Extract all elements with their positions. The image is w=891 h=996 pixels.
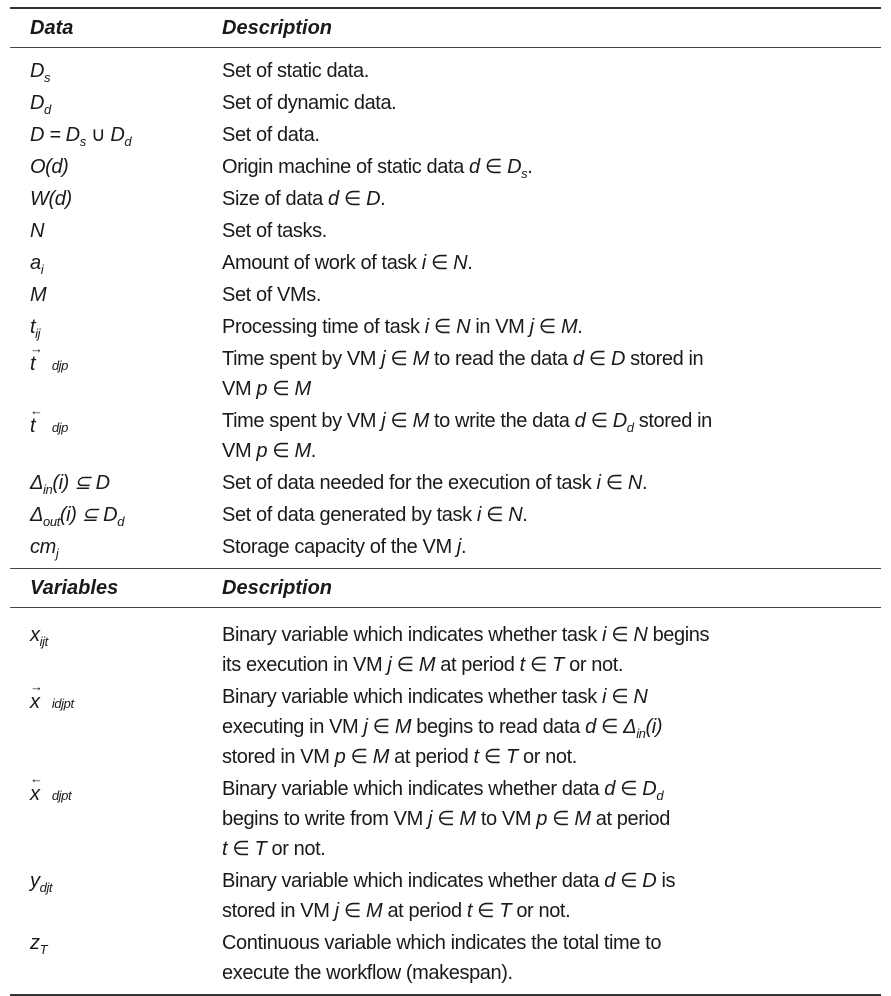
symbol-cell xyxy=(10,312,222,342)
text-segment: d xyxy=(604,778,615,800)
table-row xyxy=(10,88,881,120)
text-segment: M xyxy=(459,808,476,830)
text-segment: Set of VMs. xyxy=(222,284,321,306)
text-segment: M xyxy=(30,284,47,306)
text-segment: t xyxy=(222,838,228,860)
text-segment: M xyxy=(412,410,429,432)
text-segment: ∈ xyxy=(585,410,613,432)
left-arrow-icon: ← xyxy=(30,403,43,418)
text-segment: Set of static data. xyxy=(222,60,369,82)
text-segment: ∈ xyxy=(533,316,561,338)
description-cell xyxy=(222,406,881,466)
text-segment: Size of data xyxy=(222,188,328,210)
description-line xyxy=(222,532,881,562)
subscript: djp xyxy=(48,358,68,373)
text-segment: T xyxy=(552,654,564,676)
text-segment: Storage capacity of the VM xyxy=(222,536,457,558)
text-segment: M xyxy=(294,378,311,400)
text-segment: N xyxy=(30,220,45,242)
text-segment: j xyxy=(428,808,433,830)
text-segment: N xyxy=(456,316,471,338)
text-segment: (i) ⊆ D xyxy=(59,504,118,526)
text-segment: . xyxy=(460,536,467,558)
text-segment: M xyxy=(412,348,429,370)
text-segment: i xyxy=(601,686,607,708)
description-line xyxy=(222,650,881,680)
description-line xyxy=(222,344,881,374)
description-cell xyxy=(222,88,881,118)
text-segment: D xyxy=(507,156,522,178)
text-segment: Origin machine of static data xyxy=(222,156,470,178)
symbol-cell xyxy=(10,500,222,530)
text-segment: i xyxy=(596,472,601,494)
vector-symbol xyxy=(30,679,49,713)
vector-symbol xyxy=(30,403,49,437)
text-segment: ∈ xyxy=(472,900,500,922)
text-segment: i xyxy=(601,624,607,646)
text-segment: Time spent by VM xyxy=(222,410,382,432)
text-segment: D xyxy=(366,188,381,210)
text-segment: Time spent by VM xyxy=(222,348,382,370)
description-cell xyxy=(222,682,881,772)
text-segment: j xyxy=(363,716,368,738)
text-segment: in VM xyxy=(470,316,530,338)
data-header-row xyxy=(10,9,881,47)
text-segment: (i) xyxy=(645,716,663,738)
text-segment: VM xyxy=(222,440,257,462)
text-segment: Binary variable which indicates whether data xyxy=(222,870,605,892)
text-segment: D xyxy=(642,778,657,800)
text-segment: executing in VM xyxy=(222,716,364,738)
text-segment: ∈ xyxy=(480,504,509,526)
symbol-text: t xyxy=(30,353,36,375)
description-line xyxy=(222,834,881,864)
text-segment: p xyxy=(256,378,268,400)
text-segment: Set of dynamic data. xyxy=(222,92,397,114)
text-segment: ∈ xyxy=(345,746,373,768)
text-segment: at period xyxy=(435,654,520,676)
text-segment: begins to read data xyxy=(411,716,586,738)
text-segment: D xyxy=(642,870,657,892)
table-row xyxy=(10,248,881,280)
symbol-cell xyxy=(10,771,222,864)
text-segment: p xyxy=(334,746,346,768)
description-cell xyxy=(222,532,881,562)
symbol-cell xyxy=(10,280,222,310)
text-segment: D xyxy=(110,124,125,146)
text-segment: Continuous variable which indicates the total time to xyxy=(222,932,662,954)
description-cell xyxy=(222,468,881,498)
text-segment: or not. xyxy=(563,654,624,676)
subscript: s xyxy=(521,166,528,181)
text-segment: M xyxy=(574,808,591,830)
text-segment: ∈ xyxy=(606,686,634,708)
text-segment: at period xyxy=(382,900,467,922)
description-line xyxy=(222,406,881,436)
text-segment: D = D xyxy=(30,124,80,146)
text-segment: to VM xyxy=(475,808,537,830)
description-line xyxy=(222,374,881,404)
text-segment: ∈ xyxy=(606,624,634,646)
description-cell xyxy=(222,152,881,182)
table-row xyxy=(10,620,881,682)
subscript: djt xyxy=(39,880,53,895)
symbol-text: x xyxy=(30,783,40,805)
description-line xyxy=(222,88,881,118)
symbol-cell xyxy=(10,216,222,246)
subscript: ijt xyxy=(39,634,48,649)
text-segment: Δ xyxy=(30,504,44,526)
text-segment: . xyxy=(310,440,316,462)
symbol-cell xyxy=(10,403,222,466)
text-segment: T xyxy=(499,900,512,922)
symbol-cell xyxy=(10,866,222,926)
subscript: djpt xyxy=(48,788,72,803)
description-cell xyxy=(222,216,881,246)
text-segment: ∈ xyxy=(385,348,413,370)
text-segment: ∈ xyxy=(267,378,295,400)
text-segment: its execution in VM xyxy=(222,654,388,676)
symbol-cell xyxy=(10,184,222,214)
text-segment: is xyxy=(656,870,676,892)
description-cell xyxy=(222,184,881,214)
left-arrow-icon: ← xyxy=(30,771,43,786)
subscript: idjpt xyxy=(48,696,74,711)
description-line xyxy=(222,120,881,150)
text-segment: ∈ xyxy=(428,316,457,338)
description-cell xyxy=(222,248,881,278)
text-segment: p xyxy=(536,808,547,830)
text-segment: to read the data xyxy=(428,348,573,370)
right-arrow-icon: → xyxy=(30,679,43,694)
text-segment: ∈ xyxy=(267,440,295,462)
text-segment: (i) ⊆ D xyxy=(52,472,110,494)
text-segment: . xyxy=(527,156,533,178)
vector-symbol xyxy=(30,341,49,375)
text-segment: Set of data needed for the execution of task xyxy=(222,472,597,494)
description-line xyxy=(222,712,881,742)
table-row xyxy=(10,120,881,152)
text-segment: stored in xyxy=(625,348,704,370)
description-line xyxy=(222,312,881,342)
description-line xyxy=(222,928,881,958)
subscript: d xyxy=(626,420,634,435)
text-segment: begins xyxy=(647,624,710,646)
text-segment: ∈ xyxy=(338,188,367,210)
text-segment: execute the workflow (makespan). xyxy=(222,962,513,984)
text-segment: t xyxy=(519,654,525,676)
description-line xyxy=(222,56,881,86)
text-segment: D xyxy=(30,60,45,82)
symbol-cell xyxy=(10,88,222,118)
text-segment: j xyxy=(529,316,534,338)
text-segment: N xyxy=(508,504,523,526)
text-segment: N xyxy=(633,686,648,708)
description-line xyxy=(222,866,881,896)
text-segment: i xyxy=(424,316,429,338)
description-line xyxy=(222,896,881,926)
subscript: djp xyxy=(48,420,68,435)
subscript: j xyxy=(55,546,59,561)
text-segment: d xyxy=(585,716,596,738)
table-row xyxy=(10,403,881,468)
subscript: in xyxy=(43,482,53,497)
description-line xyxy=(222,436,881,466)
variables-header-row xyxy=(10,569,881,607)
text-segment: d xyxy=(572,348,584,370)
text-segment: or not. xyxy=(511,900,571,922)
text-segment: W(d) xyxy=(30,188,72,210)
text-segment: T xyxy=(506,746,518,768)
text-segment: t xyxy=(466,900,472,922)
description-line xyxy=(222,958,881,988)
text-segment: Amount of work of task xyxy=(222,252,422,274)
vector-symbol xyxy=(30,771,49,805)
text-segment: ∈ xyxy=(425,252,454,274)
table-row xyxy=(10,56,881,88)
text-segment: ∈ xyxy=(385,410,413,432)
text-segment: ∈ xyxy=(583,348,611,370)
text-segment: O(d) xyxy=(30,156,69,178)
subscript: out xyxy=(43,514,60,529)
subscript: in xyxy=(636,726,646,741)
symbol-cell xyxy=(10,679,222,772)
table-row xyxy=(10,771,881,866)
text-segment: D xyxy=(610,348,625,370)
subscript: i xyxy=(40,262,44,277)
table-row xyxy=(10,341,881,406)
text-segment: j xyxy=(381,348,386,370)
symbol-cell xyxy=(10,341,222,404)
table-row xyxy=(10,184,881,216)
text-segment: ∈ xyxy=(367,716,395,738)
text-segment: d xyxy=(469,156,480,178)
text-segment: y xyxy=(30,870,40,892)
symbol-cell xyxy=(10,56,222,86)
text-segment: N xyxy=(627,472,642,494)
variables-column-header: Variables xyxy=(30,576,119,599)
text-segment: Set of tasks. xyxy=(222,220,327,242)
table-row xyxy=(10,500,881,532)
text-segment: Set of data generated by task xyxy=(222,504,477,526)
text-segment: t xyxy=(30,316,36,338)
text-segment: Processing time of task xyxy=(222,316,425,338)
subscript: d xyxy=(117,514,125,529)
description-cell xyxy=(222,866,881,926)
text-segment: ∈ xyxy=(614,870,643,892)
text-segment: begins to write from VM xyxy=(222,808,429,830)
description-cell xyxy=(222,312,881,342)
symbol-cell xyxy=(10,620,222,680)
description-column-header: Description xyxy=(222,16,333,39)
description-column-header: Description xyxy=(222,576,333,599)
text-segment: z xyxy=(30,932,40,954)
symbol-cell xyxy=(10,152,222,182)
description-cell xyxy=(222,344,881,404)
description-cell xyxy=(222,500,881,530)
text-segment: ∈ xyxy=(338,900,367,922)
subscript: d xyxy=(44,102,51,117)
description-line xyxy=(222,682,881,712)
description-cell xyxy=(222,620,881,680)
text-segment: ∈ xyxy=(478,746,507,768)
description-line xyxy=(222,248,881,278)
text-segment: VM xyxy=(222,378,257,400)
table-row xyxy=(10,152,881,184)
subscript: T xyxy=(39,942,48,957)
text-segment: j xyxy=(381,410,386,432)
description-line xyxy=(222,500,881,530)
table-row xyxy=(10,468,881,500)
text-segment: ∈ xyxy=(614,778,643,800)
text-segment: ∈ xyxy=(391,654,419,676)
text-segment: N xyxy=(453,252,468,274)
text-segment: j xyxy=(456,536,461,558)
text-segment: . xyxy=(467,252,473,274)
text-segment: at period xyxy=(590,808,670,830)
text-segment: i xyxy=(476,504,481,526)
table-row xyxy=(10,679,881,774)
subscript: ij xyxy=(35,326,41,341)
subscript: d xyxy=(656,788,664,803)
text-segment: x xyxy=(30,624,40,646)
text-segment: or not. xyxy=(266,838,326,860)
symbol-cell xyxy=(10,532,222,562)
text-segment: j xyxy=(387,654,392,676)
variable-rows xyxy=(10,608,881,994)
text-segment: ∈ xyxy=(600,472,628,494)
table-row xyxy=(10,312,881,344)
description-line xyxy=(222,216,881,246)
text-segment: d xyxy=(574,410,586,432)
symbol-cell xyxy=(10,120,222,150)
right-arrow-icon: → xyxy=(30,341,43,356)
data-column-header: Data xyxy=(30,16,74,39)
subscript: s xyxy=(44,70,51,85)
data-rows xyxy=(10,48,881,568)
text-segment: t xyxy=(473,746,479,768)
text-segment: T xyxy=(254,838,267,860)
text-segment: i xyxy=(421,252,426,274)
description-cell xyxy=(222,774,881,864)
text-segment: ∈ xyxy=(432,808,460,830)
table-row xyxy=(10,532,881,564)
table-row xyxy=(10,216,881,248)
text-segment: stored in xyxy=(633,410,712,432)
subscript: d xyxy=(124,134,132,149)
text-segment: ∈ xyxy=(227,838,255,860)
text-segment: d xyxy=(604,870,615,892)
description-line xyxy=(222,804,881,834)
text-segment: M xyxy=(560,316,578,338)
text-segment: ∈ xyxy=(546,808,575,830)
text-segment: ∈ xyxy=(595,716,624,738)
text-segment: Δ xyxy=(30,472,44,494)
description-line xyxy=(222,468,881,498)
symbol-cell xyxy=(10,468,222,498)
text-segment: or not. xyxy=(517,746,577,768)
description-cell xyxy=(222,56,881,86)
text-segment: . xyxy=(522,504,528,526)
description-line xyxy=(222,152,881,182)
text-segment: to write the data xyxy=(428,410,575,432)
description-cell xyxy=(222,120,881,150)
text-segment: p xyxy=(256,440,268,462)
text-segment: . xyxy=(577,316,583,338)
text-segment: . xyxy=(380,188,386,210)
text-segment: M xyxy=(366,900,383,922)
description-line xyxy=(222,774,881,804)
notation-table xyxy=(10,0,881,996)
text-segment: d xyxy=(327,188,339,210)
symbol-text: x xyxy=(30,691,40,713)
symbol-text: t xyxy=(30,415,36,437)
text-segment: ∈ xyxy=(479,156,508,178)
description-line xyxy=(222,742,881,772)
text-segment: Δ xyxy=(623,716,637,738)
text-segment: . xyxy=(641,472,648,494)
table-row xyxy=(10,928,881,990)
symbol-cell xyxy=(10,928,222,988)
text-segment: stored in VM xyxy=(222,900,335,922)
text-segment: N xyxy=(633,624,648,646)
text-segment: M xyxy=(418,654,436,676)
description-line xyxy=(222,620,881,650)
text-segment: M xyxy=(372,746,389,768)
symbol-cell xyxy=(10,248,222,278)
text-segment: ∪ xyxy=(85,124,111,146)
text-segment: Binary variable which indicates whether data xyxy=(222,778,605,800)
description-line xyxy=(222,280,881,310)
subscript: s xyxy=(79,134,86,149)
text-segment: D xyxy=(30,92,45,114)
text-segment: j xyxy=(334,900,339,922)
text-segment: ∈ xyxy=(524,654,553,676)
text-segment: Binary variable which indicates whether task xyxy=(222,624,602,646)
text-segment: M xyxy=(394,716,412,738)
text-segment: D xyxy=(612,410,627,432)
description-cell xyxy=(222,928,881,988)
description-cell xyxy=(222,280,881,310)
text-segment: M xyxy=(294,440,311,462)
text-segment: stored in VM xyxy=(222,746,335,768)
text-segment: at period xyxy=(388,746,474,768)
text-segment: Binary variable which indicates whether task xyxy=(222,686,602,708)
description-line xyxy=(222,184,881,214)
text-segment: cm xyxy=(30,536,56,558)
table-row xyxy=(10,866,881,928)
text-segment: Set of data. xyxy=(222,124,320,146)
table-row xyxy=(10,280,881,312)
text-segment: a xyxy=(30,252,41,274)
